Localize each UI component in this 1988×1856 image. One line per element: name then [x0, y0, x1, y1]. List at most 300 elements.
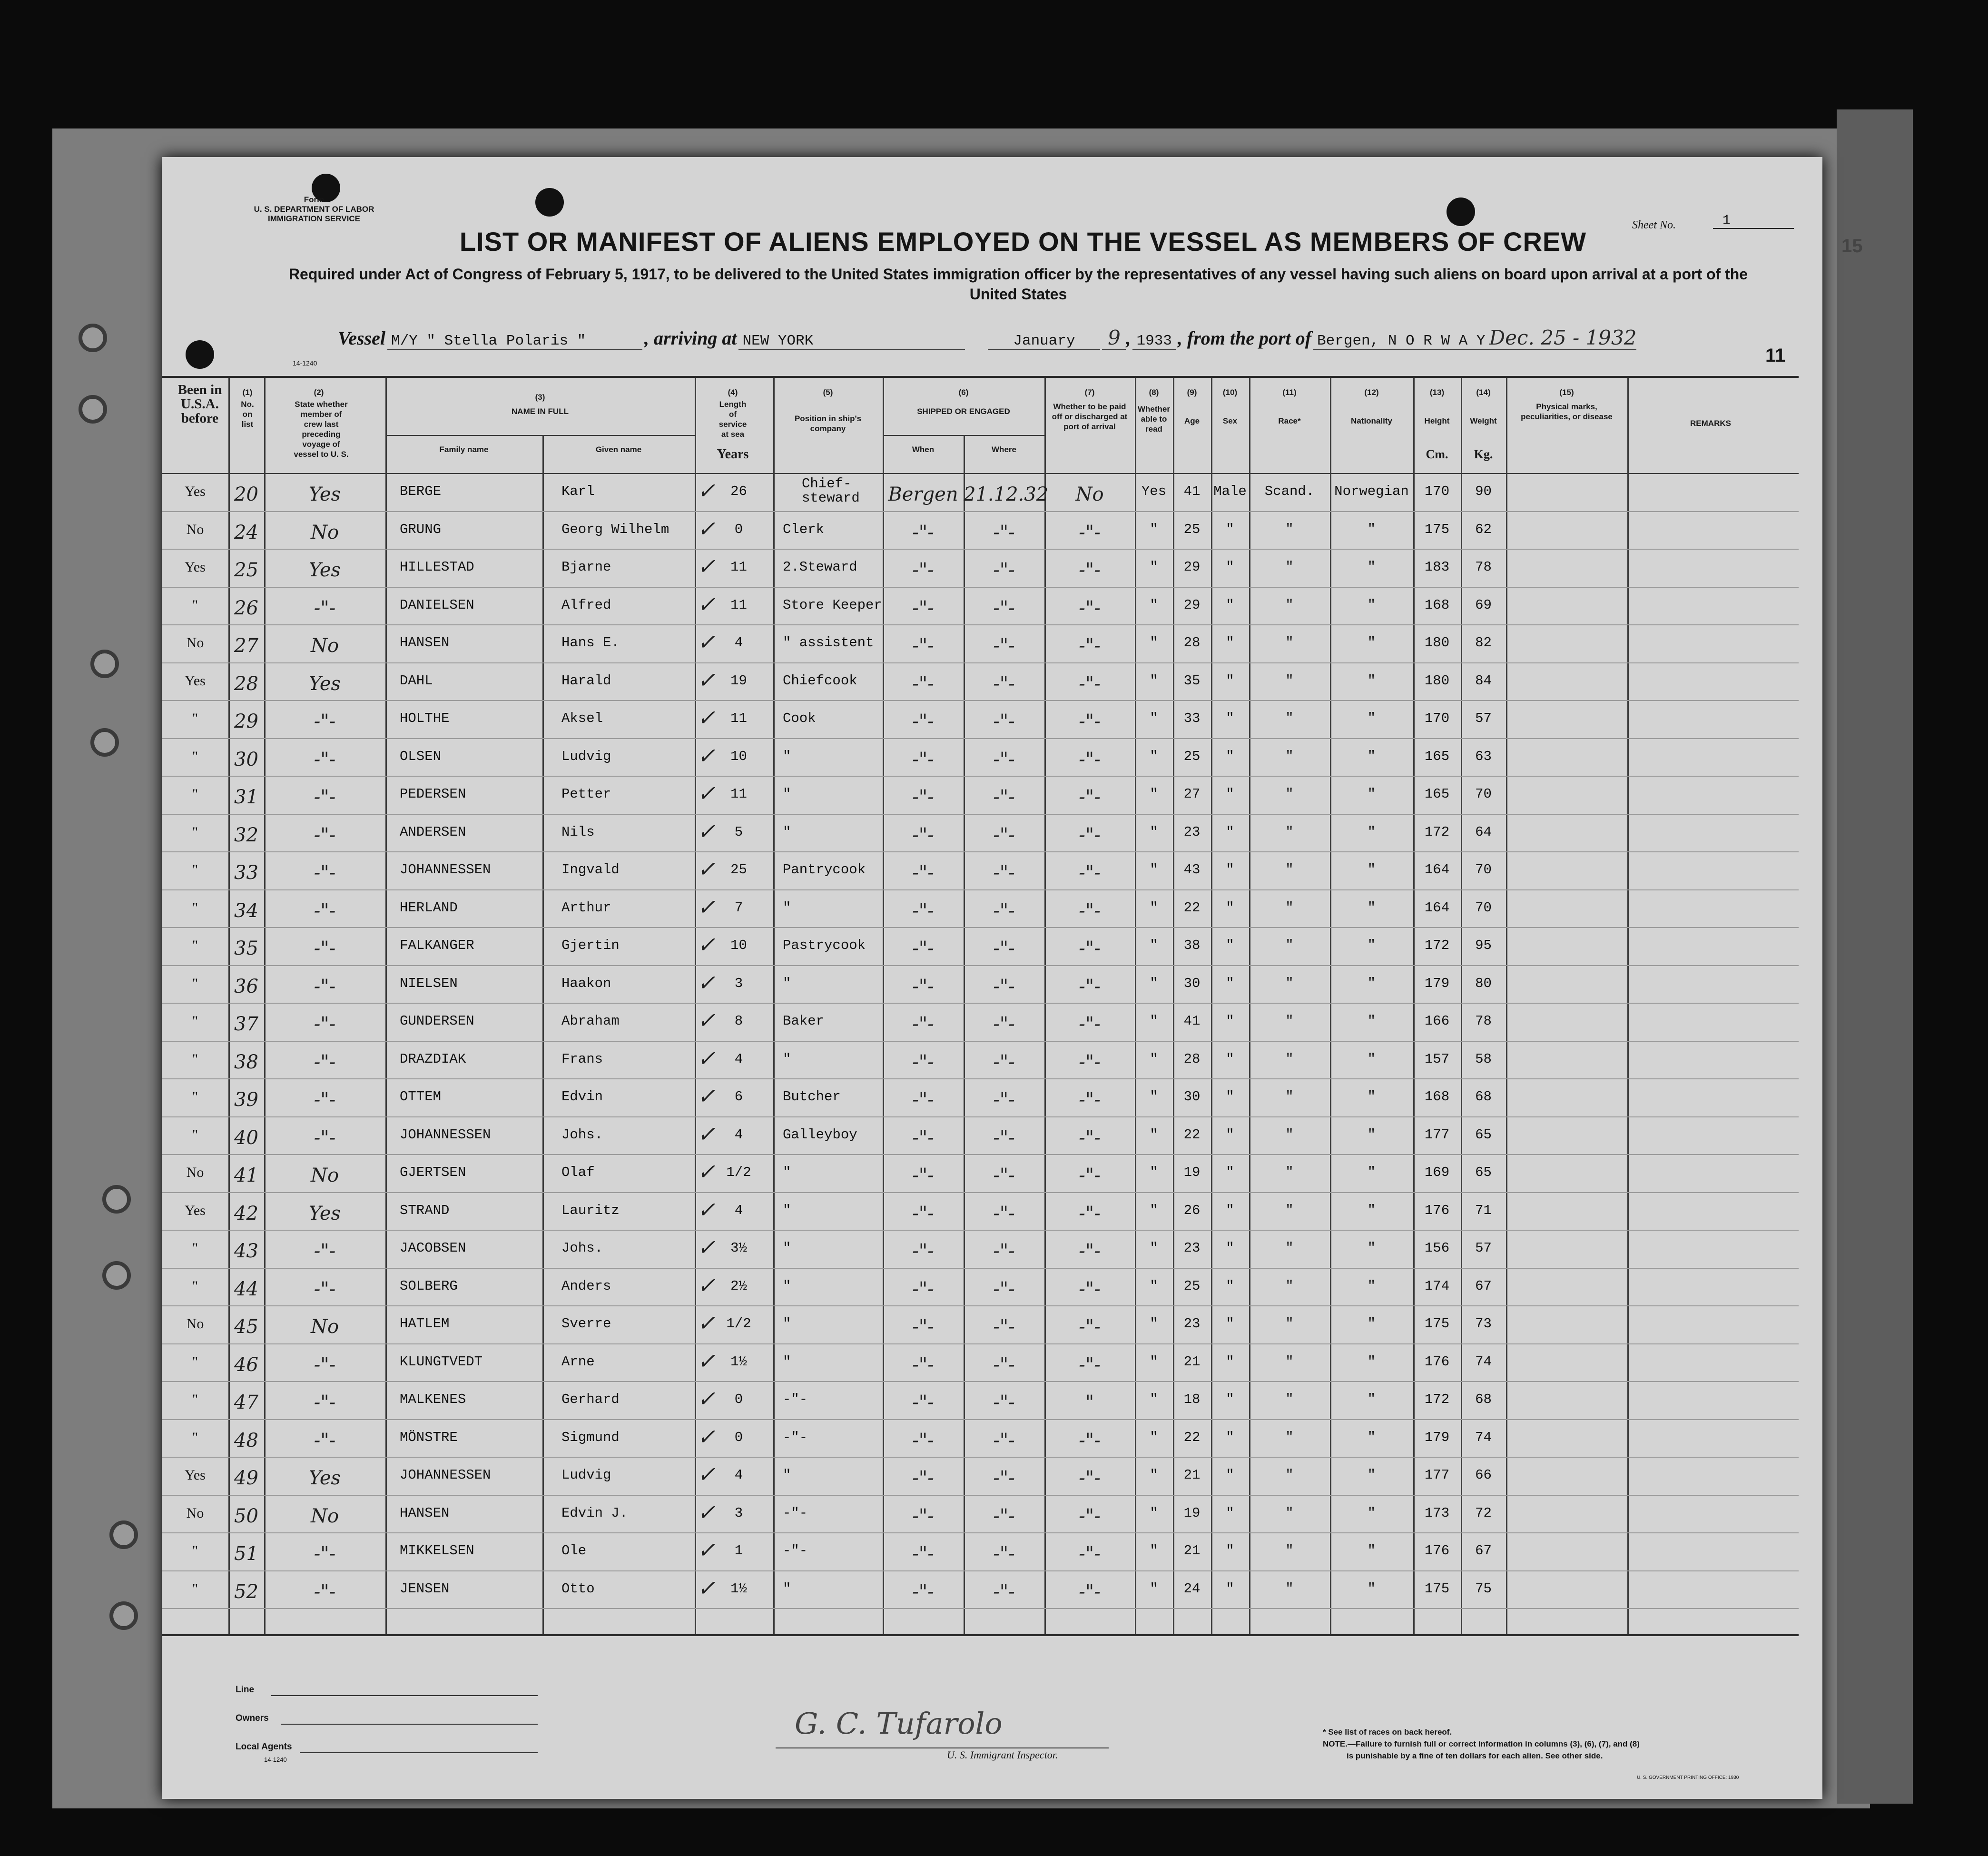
cell-sex: ": [1226, 1467, 1234, 1483]
cell-years: 10: [730, 748, 747, 764]
col3-num: (3): [535, 393, 545, 402]
cell-sex: ": [1226, 1202, 1234, 1218]
cell-age: 41: [1183, 1013, 1201, 1029]
cell-age: 28: [1183, 635, 1201, 651]
table-row: [162, 1343, 1799, 1382]
cell-no: 51: [234, 1543, 258, 1565]
cell-no: 36: [234, 975, 258, 997]
table-row: [162, 965, 1799, 1004]
arriving-label: , arriving at: [644, 327, 737, 349]
cell-race: ": [1285, 899, 1294, 916]
binder-ring: [109, 1520, 138, 1549]
check-mark: ✓: [697, 515, 716, 542]
cell-read: ": [1150, 635, 1158, 651]
cell-race: ": [1285, 1013, 1294, 1029]
cell-no: 29: [234, 711, 258, 732]
cell-race: ": [1285, 1467, 1294, 1483]
cell-given: Alfred: [561, 597, 611, 613]
col10-num: (10): [1222, 388, 1238, 397]
cell-race: ": [1285, 711, 1294, 726]
cell-weight: 62: [1475, 521, 1492, 537]
check-mark: ✓: [697, 932, 716, 958]
cell-where: -"-: [993, 1240, 1015, 1262]
cell-position: -"-: [783, 1429, 808, 1445]
cell-nat: ": [1367, 559, 1376, 575]
cell-sex: ": [1226, 899, 1234, 916]
check-mark: ✓: [697, 478, 716, 503]
cell-read: ": [1150, 559, 1158, 575]
cell-nat: ": [1367, 1543, 1376, 1559]
cell-weight: 78: [1475, 559, 1492, 575]
cell-position: Pastrycook: [783, 938, 866, 953]
cell-race: ": [1285, 1316, 1294, 1332]
cell-no: 38: [234, 1051, 258, 1073]
table-row: [162, 1305, 1799, 1344]
cell-age: 28: [1183, 1051, 1201, 1067]
cell-years: 11: [730, 559, 747, 575]
cell-where: -"-: [993, 1505, 1015, 1527]
cell-read: ": [1150, 748, 1158, 764]
cell-weight: 68: [1475, 1392, 1492, 1407]
cell-prev: -"-: [314, 1353, 336, 1376]
cell-height: 176: [1424, 1202, 1450, 1218]
cell-weight: 73: [1475, 1316, 1492, 1332]
cell-no: 46: [234, 1353, 258, 1376]
cell-paid: ": [1085, 1392, 1094, 1413]
page-number: 11: [1765, 345, 1786, 366]
cell-family: JACOBSEN: [400, 1240, 466, 1256]
table-row: [162, 1532, 1799, 1571]
cell-given: Georg Wilhelm: [561, 521, 669, 537]
cell-read: ": [1150, 1316, 1158, 1332]
col3a-header: Family name: [439, 445, 489, 454]
cell-race: ": [1285, 975, 1294, 991]
cell-position: Baker: [783, 1013, 825, 1029]
cell-family: HILLESTAD: [400, 559, 474, 575]
table-row: [162, 1041, 1799, 1080]
col13-unit: Cm.: [1426, 447, 1448, 461]
check-mark: ✓: [697, 894, 716, 920]
cell-nat: ": [1367, 1165, 1376, 1180]
cell-years: 4: [734, 635, 743, 651]
cell-when: -"-: [912, 862, 934, 884]
cell-weight: 75: [1475, 1580, 1492, 1597]
cell-sex: ": [1226, 635, 1234, 651]
cell-been: ": [192, 748, 198, 764]
cell-where: -"-: [993, 1013, 1015, 1035]
cell-sex: ": [1226, 1316, 1234, 1332]
cell-sex: ": [1226, 559, 1234, 575]
col15-num: (15): [1559, 388, 1574, 397]
cell-where: -"-: [993, 1580, 1015, 1603]
cell-been: No: [186, 1316, 204, 1332]
cell-given: Sigmund: [561, 1429, 620, 1445]
cell-nat: ": [1367, 521, 1376, 537]
col9-header: Age: [1184, 416, 1200, 425]
note-failure: NOTE.—Failure to furnish full or correct information in columns (3), (6), (7), and (8): [1323, 1739, 1640, 1748]
cell-years: 11: [730, 711, 747, 726]
cell-race: ": [1285, 748, 1294, 764]
cell-race: ": [1285, 672, 1294, 689]
col2-num: (2): [314, 388, 324, 397]
cell-prev: -"-: [314, 1543, 336, 1565]
cell-given: Johs.: [561, 1240, 603, 1256]
col14-header: Weight: [1470, 416, 1497, 425]
cell-paid: No: [1075, 484, 1104, 505]
cell-given: Edvin J.: [561, 1505, 628, 1521]
cell-been: ": [192, 711, 198, 726]
cell-race: ": [1285, 1429, 1294, 1445]
cell-been: Yes: [185, 559, 206, 575]
cell-years: 7: [734, 899, 743, 916]
cell-no: 49: [234, 1467, 258, 1489]
cell-nat: ": [1367, 938, 1376, 953]
cell-where: -"-: [993, 786, 1015, 808]
cell-when: -"-: [912, 1543, 934, 1565]
cell-when: -"-: [912, 748, 934, 770]
note-races: * See list of races on back hereof.: [1323, 1728, 1452, 1737]
cell-where: -"-: [993, 521, 1015, 543]
arrival-year: 1933: [1132, 333, 1175, 350]
cell-where: -"-: [993, 672, 1015, 695]
cell-family: FALKANGER: [400, 938, 474, 953]
cell-height: 180: [1424, 672, 1450, 689]
cell-nat: ": [1367, 975, 1376, 991]
cell-weight: 90: [1475, 484, 1492, 499]
binder-ring: [90, 650, 119, 678]
cell-no: 44: [234, 1278, 258, 1300]
cell-prev: Yes: [308, 672, 341, 695]
line-rule: [271, 1695, 538, 1696]
check-mark: ✓: [697, 742, 716, 769]
cell-read: ": [1150, 1467, 1158, 1483]
cell-family: KLUNGTVEDT: [400, 1353, 483, 1370]
cell-position: Chiefcook: [783, 672, 857, 689]
cell-race: ": [1285, 862, 1294, 878]
cell-height: 165: [1424, 748, 1450, 764]
cell-age: 21: [1183, 1353, 1201, 1370]
cell-given: Aksel: [561, 711, 603, 726]
table-row: [162, 1116, 1799, 1155]
cell-when: -"-: [912, 1202, 934, 1224]
cell-where: -"-: [993, 1051, 1015, 1073]
table-row: [162, 473, 1799, 512]
table-row: [162, 1268, 1799, 1307]
cell-paid: -"-: [1079, 1505, 1101, 1527]
sheet-number: 1: [1713, 213, 1794, 229]
col7-num: (7): [1084, 388, 1095, 397]
cell-when: -"-: [912, 1126, 934, 1149]
col1-num: (1): [242, 388, 253, 397]
cell-family: GUNDERSEN: [400, 1013, 474, 1029]
table-row: [162, 549, 1799, 588]
cell-nat: ": [1367, 1353, 1376, 1370]
inspector-title: U. S. Immigrant Inspector.: [947, 1749, 1058, 1761]
cell-prev: -"-: [314, 899, 336, 922]
cell-given: Edvin: [561, 1089, 603, 1105]
cell-nat: ": [1367, 1505, 1376, 1521]
cell-position: -"-: [783, 1392, 808, 1407]
cell-weight: 70: [1475, 899, 1492, 916]
cell-prev: -"-: [314, 1089, 336, 1111]
cell-years: 10: [730, 938, 747, 953]
cell-prev: No: [310, 1165, 339, 1186]
cell-no: 37: [234, 1013, 258, 1035]
cell-sex: ": [1226, 1165, 1234, 1180]
cell-nat: ": [1367, 711, 1376, 726]
cell-nat: ": [1367, 1580, 1376, 1597]
cell-weight: 67: [1475, 1278, 1492, 1294]
cell-given: Bjarne: [561, 559, 611, 575]
cell-where: -"-: [993, 824, 1015, 846]
cell-read: ": [1150, 899, 1158, 916]
cell-been: ": [192, 899, 198, 916]
cell-family: PEDERSEN: [400, 786, 466, 802]
cell-where: -"-: [993, 862, 1015, 884]
cell-been: ": [192, 1543, 198, 1559]
table-row: [162, 1003, 1799, 1042]
cell-paid: -"-: [1079, 1278, 1101, 1300]
cell-read: ": [1150, 1278, 1158, 1294]
cell-no: 33: [234, 862, 258, 884]
cell-given: Karl: [561, 484, 595, 499]
cell-family: HATLEM: [400, 1316, 450, 1332]
binder-ring: [90, 728, 119, 757]
col12-header: Nationality: [1351, 416, 1392, 425]
cell-age: 41: [1183, 484, 1201, 499]
table-row: [162, 1381, 1799, 1420]
cell-sex: ": [1226, 1392, 1234, 1407]
cell-height: 170: [1424, 711, 1450, 726]
cell-when: -"-: [912, 1165, 934, 1186]
cell-sex: ": [1226, 1543, 1234, 1559]
binder-ring: [79, 395, 107, 424]
cell-no: 52: [234, 1580, 258, 1603]
col13-num: (13): [1429, 388, 1445, 397]
cell-age: 43: [1183, 862, 1201, 878]
cell-where: -"-: [993, 975, 1015, 997]
cell-years: 4: [734, 1051, 743, 1067]
cell-age: 19: [1183, 1165, 1201, 1180]
cell-weight: 69: [1475, 597, 1492, 613]
cell-given: Sverre: [561, 1316, 611, 1332]
table-row: [162, 624, 1799, 663]
cell-family: DRAZDIAK: [400, 1051, 466, 1067]
cell-race: ": [1285, 1165, 1294, 1180]
check-mark: ✓: [697, 1423, 716, 1450]
cell-nat: ": [1367, 1089, 1376, 1105]
cell-where: -"-: [993, 1316, 1015, 1338]
cell-years: 1/2: [726, 1165, 751, 1180]
cell-height: 180: [1424, 635, 1450, 651]
check-mark: ✓: [697, 1234, 716, 1260]
table-row: [162, 662, 1799, 701]
cell-weight: 82: [1475, 635, 1492, 651]
table-row: [162, 776, 1799, 815]
col3-header: NAME IN FULL: [512, 407, 569, 416]
cell-where: -"-: [993, 1392, 1015, 1413]
cell-race: ": [1285, 1353, 1294, 1370]
owners-rule: [281, 1724, 538, 1725]
cell-read: ": [1150, 1353, 1158, 1370]
cell-race: ": [1285, 1505, 1294, 1521]
form-code: 14-1240: [293, 359, 317, 367]
cell-paid: -"-: [1079, 975, 1101, 997]
cell-read: ": [1150, 521, 1158, 537]
cell-years: 11: [730, 597, 747, 613]
cell-position: Store Keeper: [783, 597, 882, 613]
arrival-day: 9: [1102, 326, 1126, 350]
cell-been: No: [186, 1165, 204, 1180]
cell-weight: 72: [1475, 1505, 1492, 1521]
col4-num: (4): [728, 388, 738, 397]
cell-given: Hans E.: [561, 635, 620, 651]
cell-paid: -"-: [1079, 635, 1101, 657]
cell-height: 177: [1424, 1467, 1450, 1483]
cell-height: 156: [1424, 1240, 1450, 1256]
cell-nat: ": [1367, 748, 1376, 764]
cell-race: ": [1285, 1580, 1294, 1597]
cell-given: Frans: [561, 1051, 603, 1067]
binder-ring: [79, 324, 107, 352]
cell-prev: No: [310, 1316, 339, 1338]
cell-been: ": [192, 1051, 198, 1067]
cell-given: Ludvig: [561, 1467, 611, 1483]
cell-age: 38: [1183, 938, 1201, 953]
subtitle: Required under Act of Congress of February 5, 1917, to be delivered to the United States immigration officer by the representatives of any vessel having such aliens on board upon arrival at a port of the United States: [288, 266, 1748, 303]
cell-read: ": [1150, 786, 1158, 802]
cell-family: HERLAND: [400, 899, 458, 916]
cell-age: 25: [1183, 748, 1201, 764]
cell-family: JOHANNESSEN: [400, 1467, 491, 1483]
cell-no: 42: [234, 1202, 258, 1224]
cell-no: 24: [234, 521, 258, 543]
cell-prev: Yes: [308, 1202, 341, 1224]
cell-age: 22: [1183, 1126, 1201, 1143]
cell-nat: Norwegian: [1334, 484, 1409, 499]
cell-years: 3½: [730, 1240, 747, 1256]
cell-when: -"-: [912, 1240, 934, 1262]
cell-position: ": [783, 748, 791, 764]
vessel-label: Vessel: [338, 327, 385, 349]
cell-weight: 74: [1475, 1353, 1492, 1370]
cell-where: -"-: [993, 748, 1015, 770]
cell-given: Johs.: [561, 1126, 603, 1143]
check-mark: ✓: [697, 667, 716, 693]
cell-position: ": [783, 824, 791, 840]
cell-prev: -"-: [314, 1278, 336, 1300]
cell-given: Arne: [561, 1353, 595, 1370]
cell-read: ": [1150, 1543, 1158, 1559]
cell-height: 179: [1424, 975, 1450, 991]
check-mark: ✓: [697, 780, 716, 806]
cell-given: Harald: [561, 672, 611, 689]
cell-nat: ": [1367, 1467, 1376, 1483]
cell-paid: -"-: [1079, 1240, 1101, 1262]
col3b-header: Given name: [595, 445, 642, 454]
cell-paid: -"-: [1079, 1202, 1101, 1224]
cell-years: 8: [734, 1013, 743, 1029]
table-row: [162, 511, 1799, 550]
cell-race: ": [1285, 635, 1294, 651]
cell-paid: -"-: [1079, 1126, 1101, 1149]
cell-height: 177: [1424, 1126, 1450, 1143]
cell-sex: Male: [1213, 484, 1247, 499]
cell-been: ": [192, 1013, 198, 1029]
cell-nat: ": [1367, 1429, 1376, 1445]
cell-height: 176: [1424, 1353, 1450, 1370]
cell-been: ": [192, 1278, 198, 1294]
cell-age: 19: [1183, 1505, 1201, 1521]
header-rule: [385, 435, 695, 436]
cell-nat: ": [1367, 1126, 1376, 1143]
cell-sex: ": [1226, 1013, 1234, 1029]
cell-family: OLSEN: [400, 748, 442, 764]
cell-age: 21: [1183, 1467, 1201, 1483]
col14-num: (14): [1476, 388, 1491, 397]
cell-weight: 64: [1475, 824, 1492, 840]
cell-sex: ": [1226, 1051, 1234, 1067]
cell-paid: -"-: [1079, 1429, 1101, 1451]
cell-read: Yes: [1141, 484, 1167, 499]
cell-paid: -"-: [1079, 899, 1101, 922]
cell-when: -"-: [912, 1089, 934, 1111]
cell-height: 173: [1424, 1505, 1450, 1521]
check-mark: ✓: [697, 1386, 716, 1412]
cell-race: ": [1285, 1543, 1294, 1559]
cell-age: 26: [1183, 1202, 1201, 1218]
cell-been: ": [192, 1089, 198, 1105]
check-mark: ✓: [697, 1083, 716, 1109]
cell-been: Yes: [185, 1202, 206, 1218]
cell-been: No: [186, 635, 204, 651]
cell-been: ": [192, 597, 198, 613]
check-mark: ✓: [697, 1007, 716, 1033]
cell-paid: -"-: [1079, 786, 1101, 808]
cell-when: -"-: [912, 824, 934, 846]
cell-when: -"-: [912, 1278, 934, 1300]
check-mark: ✓: [697, 1348, 716, 1374]
cell-family: OTTEM: [400, 1089, 442, 1105]
col5-header: Position in ship's company: [794, 414, 862, 433]
col1-header: No. on list: [241, 400, 254, 429]
cell-sex: ": [1226, 521, 1234, 537]
cell-race: ": [1285, 597, 1294, 613]
cell-years: 4: [734, 1202, 743, 1218]
cell-prev: -"-: [314, 1240, 336, 1262]
table-row: [162, 889, 1799, 928]
cell-been: ": [192, 824, 198, 840]
cell-prev: -"-: [314, 824, 336, 846]
cell-nat: ": [1367, 1316, 1376, 1332]
cell-race: ": [1285, 1126, 1294, 1143]
cell-where: -"-: [993, 938, 1015, 959]
cell-age: 18: [1183, 1392, 1201, 1407]
cell-nat: ": [1367, 824, 1376, 840]
cell-given: Lauritz: [561, 1202, 620, 1218]
cell-height: 166: [1424, 1013, 1450, 1029]
sheet-label: Sheet No.: [1632, 219, 1676, 231]
cell-family: DAHL: [400, 672, 433, 689]
cell-position: Cook: [783, 711, 816, 726]
cell-paid: -"-: [1079, 1013, 1101, 1035]
check-mark: ✓: [697, 818, 716, 844]
cell-age: 25: [1183, 1278, 1201, 1294]
col11-num: (11): [1282, 388, 1297, 397]
cell-been: Yes: [185, 1467, 206, 1483]
cell-age: 22: [1183, 1429, 1201, 1445]
cell-height: 164: [1424, 899, 1450, 916]
